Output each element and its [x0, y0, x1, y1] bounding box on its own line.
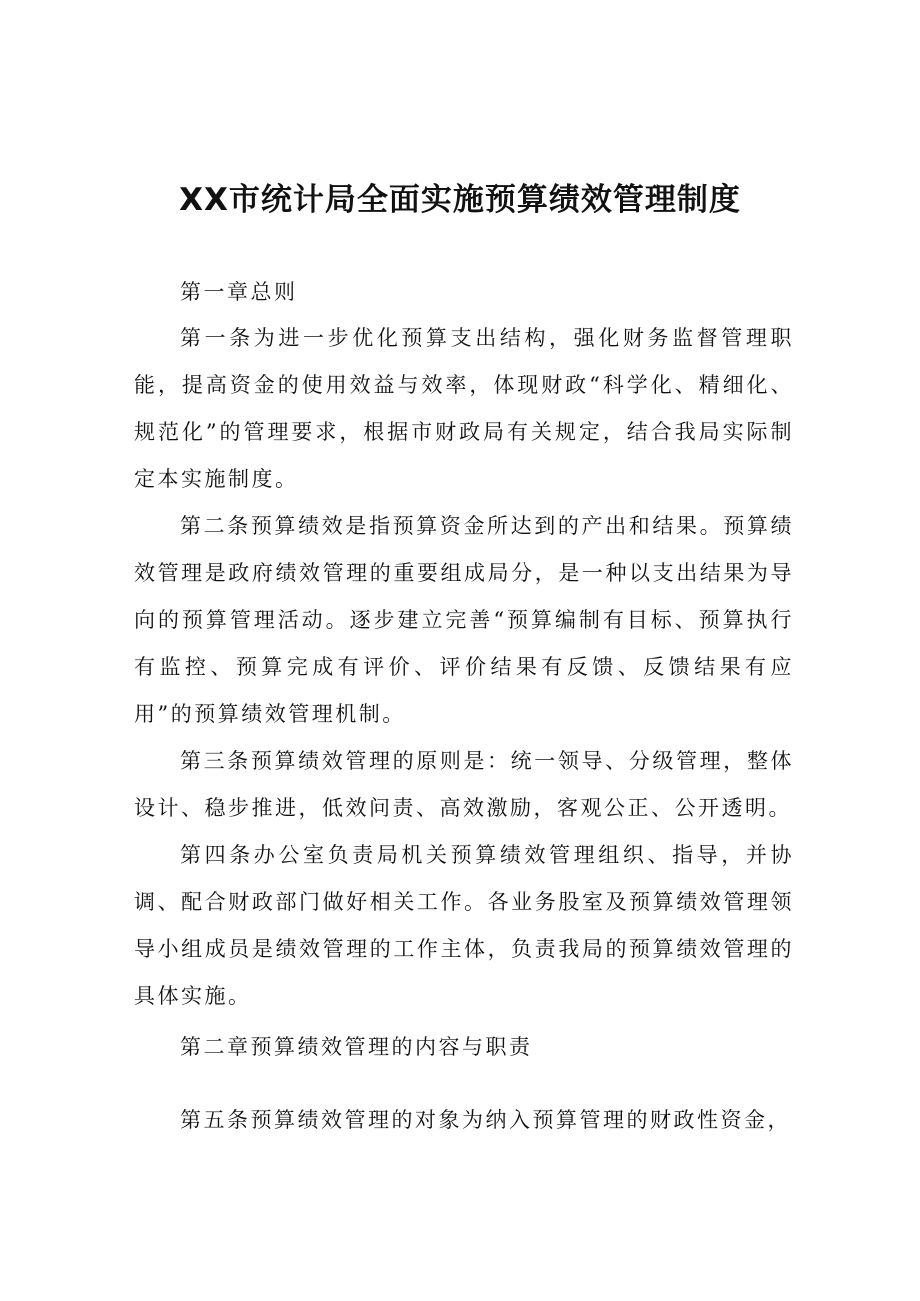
document-title: XX市统计局全面实施预算绩效管理制度 — [179, 182, 741, 218]
chapter-heading-2: 第二章预算绩效管理的内容与职责 — [180, 1035, 533, 1059]
article-5-paragraph: 第五条预算绩效管理的对象为纳入预算管理的财政性资金， — [180, 1108, 791, 1132]
article-3-paragraph: 第三条预算绩效管理的原则是：统一领导、分级管理，整体设计、稳步推进，低效问责、高效激励，客观公正、公开透明。 — [134, 749, 794, 820]
article-1-paragraph: 第一条为进一步优化预算支出结构，强化财务监督管理职能，提高资金的使用效益与效率，体现财政“科学化、精细化、规范化”的管理要求，根据市财政局有关规定，结合我局实际制定本实施制度。 — [134, 326, 794, 491]
article-2-paragraph: 第二条预算绩效是指预算资金所达到的产出和结果。预算绩效管理是政府绩效管理的重要组成局分，是一种以支出结果为导向的预算管理活动。逐步建立完善“预算编制有目标、预算执行有监控、预算完成有评价、评价结果有反馈、反馈结果有应用”的预算绩效管理机制。 — [134, 514, 794, 726]
chapter-heading-1: 第一章总则 — [180, 280, 298, 304]
article-4-paragraph: 第四条办公室负责局机关预算绩效管理组织、指导，并协调、配合财政部门做好相关工作。各业务股室及预算绩效管理领导小组成员是绩效管理的工作主体，负责我局的预算绩效管理的具体实施。 — [134, 843, 794, 1008]
